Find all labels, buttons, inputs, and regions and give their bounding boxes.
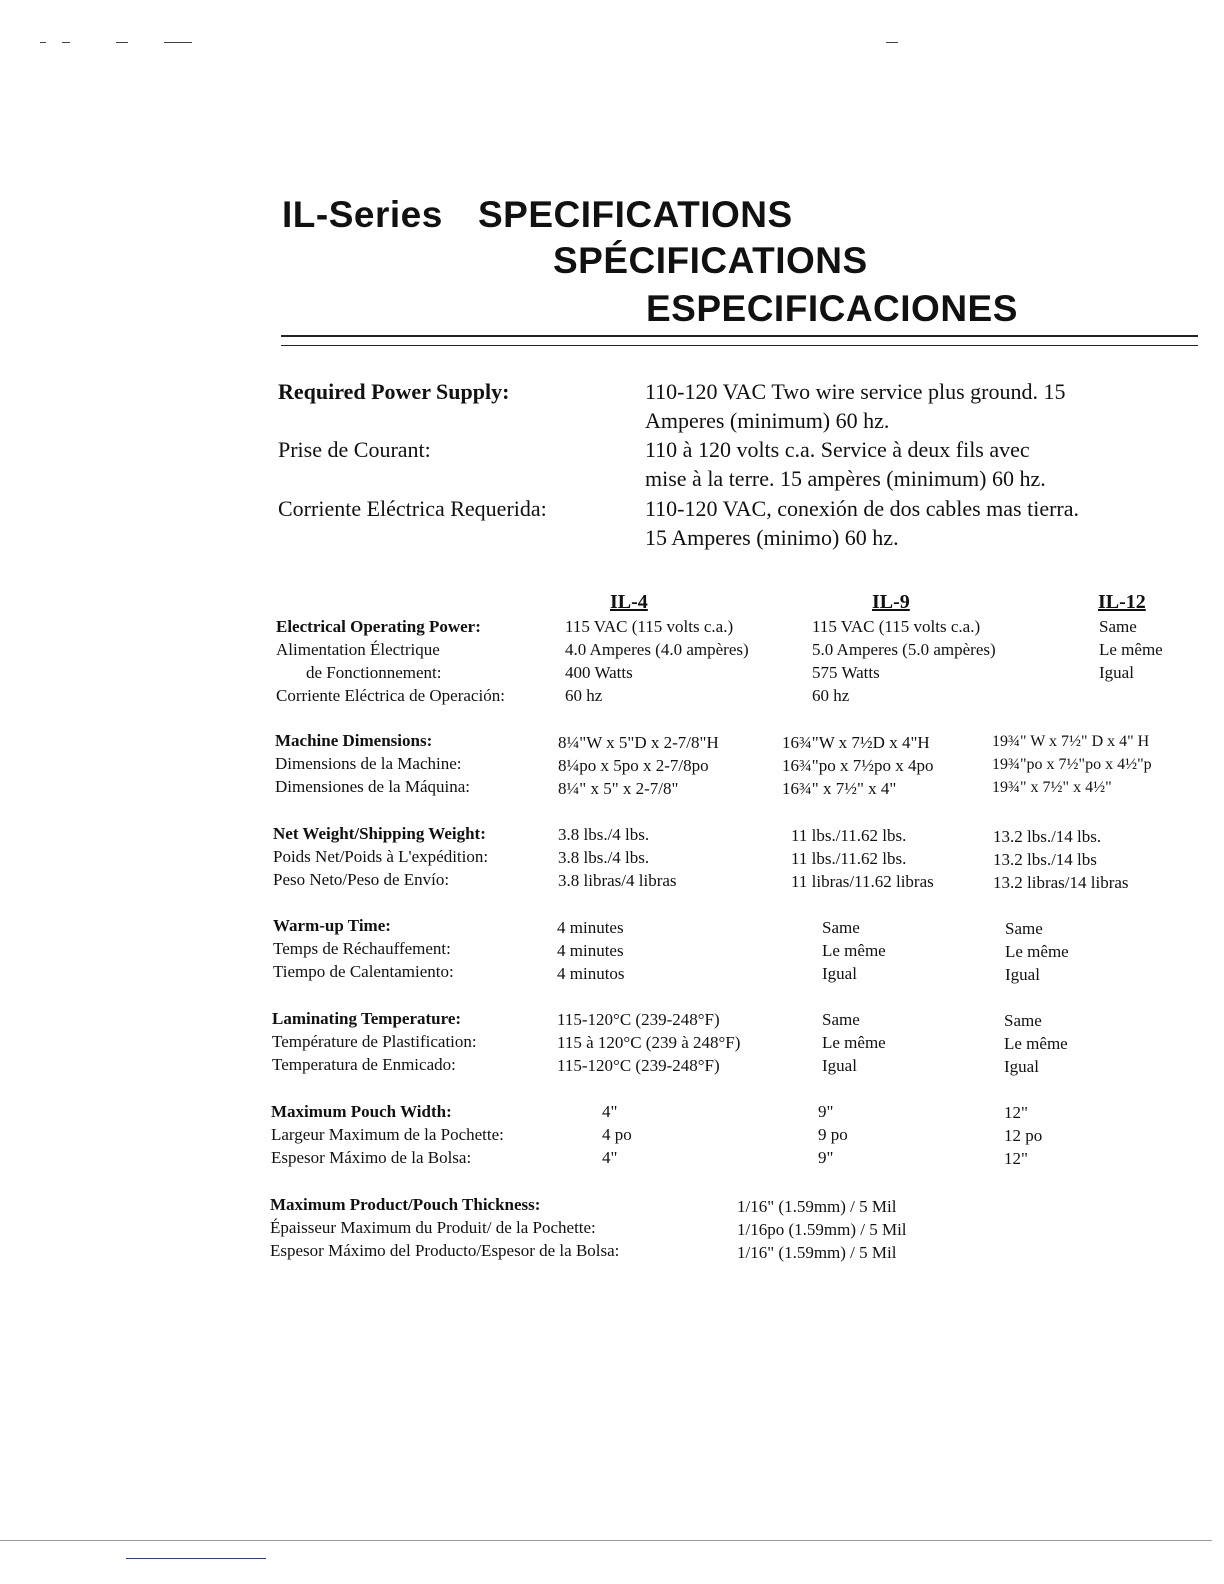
il12-value: 12 po [1004, 1126, 1043, 1145]
il9-value: 11 lbs./11.62 lbs. [791, 849, 907, 868]
spec-label: Tiempo de Calentamiento: [273, 962, 454, 981]
il4-value: 3.8 libras/4 libras [558, 871, 677, 890]
model-header-il12: IL-12 [1098, 591, 1146, 613]
power-supply-label-fr: Prise de Courant: [278, 437, 431, 462]
il9-value: Le même [822, 1033, 886, 1052]
il12-value: Same [1004, 1011, 1042, 1030]
il12-value: Igual [1005, 965, 1040, 984]
title-rule-thin [281, 345, 1198, 346]
spec-label: Maximum Pouch Width: [271, 1102, 452, 1121]
il12-value: 19¾"po x 7½"po x 4½"p [992, 756, 1152, 773]
il9-value: 11 libras/11.62 libras [791, 872, 934, 891]
il12-value: Le même [1005, 942, 1069, 961]
footer-rule [0, 1540, 1212, 1541]
il12-value: 13.2 libras/14 libras [993, 873, 1129, 892]
spec-label: Electrical Operating Power: [276, 617, 481, 636]
il12-value: 12" [1004, 1103, 1028, 1122]
title-series: IL-Series [282, 194, 443, 235]
spec-label: Température de Plastification: [272, 1032, 477, 1051]
spec-label: Poids Net/Poids à L'expédition: [273, 847, 489, 866]
il9-value: 16¾" x 7½" x 4" [782, 779, 897, 798]
spec-label: Dimensiones de la Máquina: [275, 777, 470, 796]
il4-value: 4 minutos [557, 964, 625, 983]
il12-value: 13.2 lbs./14 lbs [993, 850, 1097, 869]
spec-label: Warm-up Time: [273, 916, 391, 935]
il12-value: 12" [1004, 1149, 1028, 1168]
il12-value: Le même [1099, 640, 1163, 659]
il4-value: 4 po [602, 1125, 632, 1144]
spec-label: Alimentation Électrique [276, 640, 440, 659]
spec-label: Épaisseur Maximum du Produit/ de la Pochette: [270, 1218, 596, 1237]
power-supply-label-es: Corriente Eléctrica Requerida: [278, 496, 547, 521]
il4-value: 4 minutes [557, 918, 624, 937]
spec-label: Laminating Temperature: [272, 1009, 462, 1028]
il9-value: 9" [818, 1148, 834, 1167]
power-supply-text-es: 110-120 VAC, conexión de dos cables mas tierra. [645, 496, 1080, 521]
spec-label: Peso Neto/Peso de Envío: [273, 870, 450, 889]
il12-value: Same [1005, 919, 1043, 938]
spec-label: Espesor Máximo del Producto/Espesor de la Bolsa: [270, 1241, 620, 1260]
spec-label: Largeur Maximum de la Pochette: [271, 1125, 504, 1144]
il4-value: 4.0 Amperes (4.0 ampères) [565, 640, 749, 659]
il9-value: Same [822, 1010, 860, 1029]
il4-value: 3.8 lbs./4 lbs. [558, 848, 650, 867]
model-header-il9: IL-9 [872, 591, 910, 613]
il9-value: Same [822, 918, 860, 937]
spec-label: Temperatura de Enmicado: [272, 1055, 456, 1074]
title-french: SPÉCIFICATIONS [553, 240, 868, 281]
scan-mark [40, 42, 46, 43]
il4-value: 115-120°C (239-248°F) [557, 1010, 720, 1029]
il4-value: 3.8 lbs./4 lbs. [558, 825, 650, 844]
spec-label: Net Weight/Shipping Weight: [273, 824, 486, 843]
il9-value: 16¾"po x 7½po x 4po [782, 756, 934, 775]
spec-label: Maximum Product/Pouch Thickness: [270, 1195, 541, 1214]
spec-label: Espesor Máximo de la Bolsa: [271, 1148, 472, 1167]
il9-value: 575 Watts [812, 663, 880, 682]
il12-value: Same [1099, 617, 1137, 636]
scan-mark [886, 42, 898, 43]
spec-label: Machine Dimensions: [275, 731, 433, 750]
il12-value: 13.2 lbs./14 lbs. [993, 827, 1102, 846]
il9-value: 115 VAC (115 volts c.a.) [812, 617, 981, 636]
il12-value: Igual [1099, 663, 1134, 682]
model-header-il4: IL-4 [610, 591, 648, 613]
thickness-value: 1/16po (1.59mm) / 5 Mil [737, 1220, 907, 1239]
il9-value: 16¾"W x 7½D x 4"H [782, 733, 930, 752]
power-supply-text-fr-2: mise à la terre. 15 ampères (minimum) 60 hz. [645, 466, 1046, 491]
il4-value: 4 minutes [557, 941, 624, 960]
il12-value: Le même [1004, 1034, 1068, 1053]
power-supply-text-en-2: Amperes (minimum) 60 hz. [645, 408, 890, 433]
il9-value: Igual [822, 1056, 857, 1075]
footer-mark [126, 1558, 266, 1559]
il4-value: 400 Watts [565, 663, 633, 682]
power-supply-label-en: Required Power Supply: [278, 379, 510, 404]
title-rule [281, 335, 1198, 337]
il9-value: Igual [822, 964, 857, 983]
il4-value: 115 VAC (115 volts c.a.) [565, 617, 734, 636]
il12-value: Igual [1004, 1057, 1039, 1076]
il4-value: 115 à 120°C (239 à 248°F) [557, 1033, 741, 1052]
il4-value: 4" [602, 1102, 618, 1121]
il9-value: Le même [822, 941, 886, 960]
title-spanish: ESPECIFICACIONES [646, 288, 1018, 329]
spec-label: Temps de Réchauffement: [273, 939, 451, 958]
spec-label: Corriente Eléctrica de Operación: [276, 686, 505, 705]
thickness-value: 1/16" (1.59mm) / 5 Mil [737, 1243, 897, 1262]
il4-value: 115-120°C (239-248°F) [557, 1056, 720, 1075]
spec-label: de Fonctionnement: [306, 663, 442, 682]
il9-value: 11 lbs./11.62 lbs. [791, 826, 907, 845]
power-supply-text-en: 110-120 VAC Two wire service plus ground. 15 [645, 379, 1066, 404]
il4-value: 8¼" x 5" x 2-7/8" [558, 779, 679, 798]
scan-mark [62, 42, 70, 43]
scan-mark [116, 42, 128, 43]
scan-mark [164, 42, 192, 43]
power-supply-text-fr: 110 à 120 volts c.a. Service à deux fils avec [645, 437, 1030, 462]
il12-value: 19¾" W x 7½" D x 4" H [992, 733, 1150, 750]
il9-value: 5.0 Amperes (5.0 ampères) [812, 640, 996, 659]
il9-value: 60 hz [812, 686, 850, 705]
il9-value: 9" [818, 1102, 834, 1121]
power-supply-text-es-2: 15 Amperes (minimo) 60 hz. [645, 525, 899, 550]
il12-value: 19¾" x 7½" x 4½" [992, 779, 1112, 796]
il9-value: 9 po [818, 1125, 848, 1144]
spec-label: Dimensions de la Machine: [275, 754, 462, 773]
il4-value: 8¼po x 5po x 2-7/8po [558, 756, 709, 775]
il4-value: 8¼"W x 5"D x 2-7/8"H [558, 733, 719, 752]
title-english: SPECIFICATIONS [478, 194, 793, 235]
thickness-value: 1/16" (1.59mm) / 5 Mil [737, 1197, 897, 1216]
il4-value: 4" [602, 1148, 618, 1167]
il4-value: 60 hz [565, 686, 603, 705]
